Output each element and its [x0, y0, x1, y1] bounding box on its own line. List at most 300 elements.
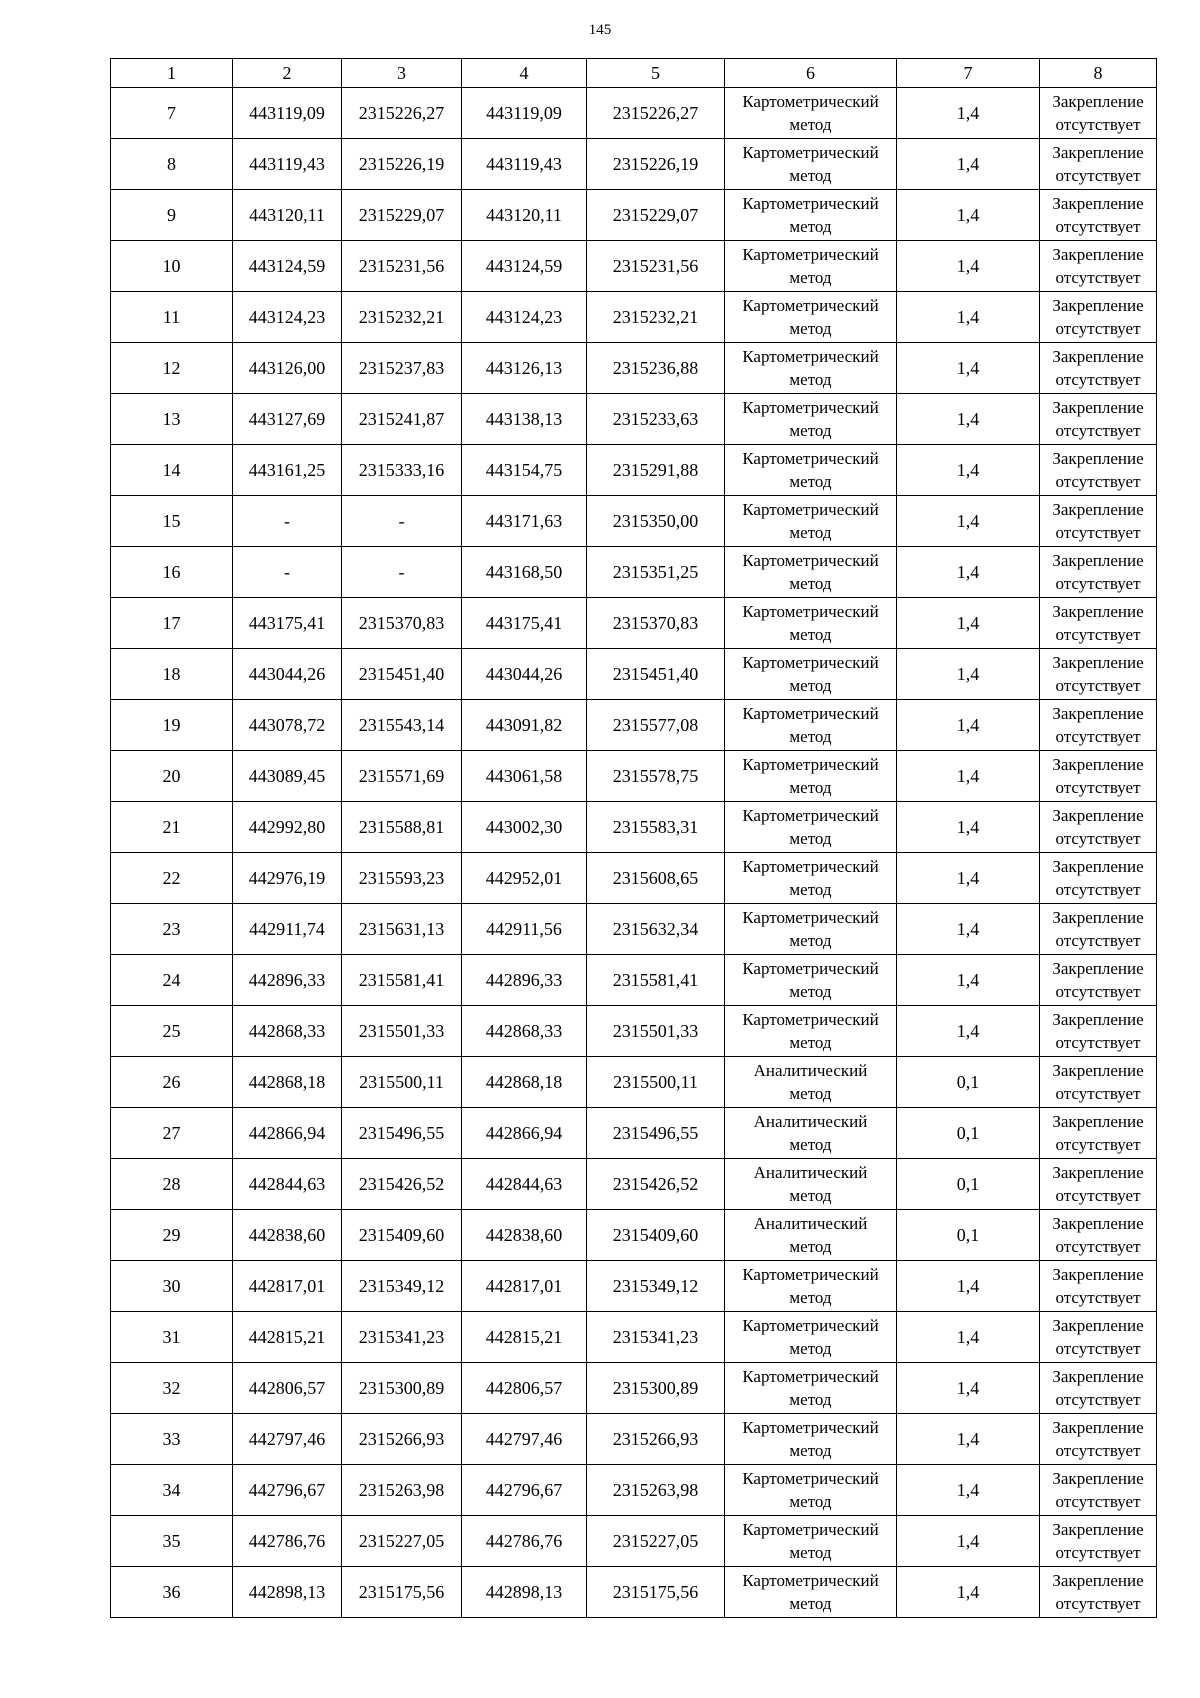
table-row — [111, 445, 1157, 496]
refined-y-cell: 2315583,31 — [587, 802, 725, 853]
table-row — [111, 1210, 1157, 1261]
refined-x-cell: 443124,23 — [462, 292, 587, 343]
method-line-1: Картометрический — [742, 245, 879, 264]
method-line-2: метод — [789, 778, 832, 797]
accuracy-cell: 1,4 — [897, 700, 1040, 751]
method-cell — [725, 1465, 897, 1516]
accuracy-cell: 1,4 — [897, 1567, 1040, 1618]
fixation-cell — [1040, 496, 1157, 547]
method-line-2: метод — [789, 1441, 832, 1460]
column-header-5: 5 — [587, 59, 725, 88]
table-row — [111, 1516, 1157, 1567]
method-line-2: метод — [789, 982, 832, 1001]
method-cell — [725, 1567, 897, 1618]
method-line-1: Картометрический — [742, 194, 879, 213]
table-row — [111, 1312, 1157, 1363]
method-cell — [725, 445, 897, 496]
fixation-line-2: отсутствует — [1055, 1390, 1141, 1409]
point-number-cell: 29 — [111, 1210, 233, 1261]
table-row — [111, 496, 1157, 547]
refined-y-cell: 2315581,41 — [587, 955, 725, 1006]
fixation-cell — [1040, 904, 1157, 955]
accuracy-cell: 1,4 — [897, 751, 1040, 802]
refined-x-cell: 442844,63 — [462, 1159, 587, 1210]
fixation-line-1: Закрепление — [1052, 857, 1144, 876]
fixation-cell — [1040, 139, 1157, 190]
method-cell — [725, 700, 897, 751]
method-line-1: Картометрический — [742, 92, 879, 111]
refined-x-cell: 442817,01 — [462, 1261, 587, 1312]
fixation-line-2: отсутствует — [1055, 166, 1141, 185]
accuracy-cell: 1,4 — [897, 547, 1040, 598]
table-row — [111, 751, 1157, 802]
refined-y-cell: 2315426,52 — [587, 1159, 725, 1210]
existing-y-cell: 2315341,23 — [342, 1312, 462, 1363]
existing-x-cell: 442911,74 — [233, 904, 342, 955]
method-line-1: Картометрический — [742, 704, 879, 723]
fixation-line-2: отсутствует — [1055, 268, 1141, 287]
existing-y-cell: 2315231,56 — [342, 241, 462, 292]
existing-y-cell: 2315409,60 — [342, 1210, 462, 1261]
refined-y-cell: 2315496,55 — [587, 1108, 725, 1159]
refined-y-cell: 2315341,23 — [587, 1312, 725, 1363]
table-row — [111, 241, 1157, 292]
existing-x-cell: 442868,33 — [233, 1006, 342, 1057]
method-line-2: метод — [789, 1033, 832, 1052]
existing-y-cell: 2315227,05 — [342, 1516, 462, 1567]
table-row — [111, 1006, 1157, 1057]
fixation-line-1: Закрепление — [1052, 1316, 1144, 1335]
table-row — [111, 88, 1157, 139]
refined-y-cell: 2315500,11 — [587, 1057, 725, 1108]
fixation-cell — [1040, 649, 1157, 700]
fixation-line-2: отсутствует — [1055, 676, 1141, 695]
existing-x-cell: 442896,33 — [233, 955, 342, 1006]
method-cell — [725, 292, 897, 343]
fixation-line-2: отсутствует — [1055, 1237, 1141, 1256]
coordinates-table — [110, 58, 1157, 1618]
existing-y-cell: 2315496,55 — [342, 1108, 462, 1159]
method-line-1: Картометрический — [742, 398, 879, 417]
table-row — [111, 1261, 1157, 1312]
point-number-cell: 15 — [111, 496, 233, 547]
method-line-2: метод — [789, 829, 832, 848]
table-row — [111, 343, 1157, 394]
method-cell — [725, 343, 897, 394]
refined-y-cell: 2315608,65 — [587, 853, 725, 904]
method-line-1: Картометрический — [742, 755, 879, 774]
fixation-line-2: отсутствует — [1055, 931, 1141, 950]
method-line-2: метод — [789, 472, 832, 491]
refined-y-cell: 2315175,56 — [587, 1567, 725, 1618]
point-number-cell: 36 — [111, 1567, 233, 1618]
accuracy-cell: 1,4 — [897, 598, 1040, 649]
existing-x-cell: 442838,60 — [233, 1210, 342, 1261]
fixation-line-1: Закрепление — [1052, 92, 1144, 111]
refined-x-cell: 442868,33 — [462, 1006, 587, 1057]
table-row — [111, 955, 1157, 1006]
fixation-line-1: Закрепление — [1052, 1061, 1144, 1080]
refined-x-cell: 443171,63 — [462, 496, 587, 547]
point-number-cell: 25 — [111, 1006, 233, 1057]
method-line-2: метод — [789, 574, 832, 593]
accuracy-cell: 1,4 — [897, 649, 1040, 700]
accuracy-cell: 1,4 — [897, 139, 1040, 190]
fixation-cell — [1040, 1567, 1157, 1618]
method-cell — [725, 88, 897, 139]
existing-y-cell: 2315571,69 — [342, 751, 462, 802]
fixation-line-2: отсутствует — [1055, 829, 1141, 848]
refined-x-cell: 442815,21 — [462, 1312, 587, 1363]
method-line-2: метод — [789, 1288, 832, 1307]
accuracy-cell: 1,4 — [897, 1516, 1040, 1567]
method-cell — [725, 496, 897, 547]
method-line-1: Картометрический — [742, 959, 879, 978]
existing-y-cell: 2315333,16 — [342, 445, 462, 496]
existing-x-cell: 442898,13 — [233, 1567, 342, 1618]
fixation-line-2: отсутствует — [1055, 115, 1141, 134]
point-number-cell: 30 — [111, 1261, 233, 1312]
fixation-cell — [1040, 1261, 1157, 1312]
accuracy-cell: 0,1 — [897, 1159, 1040, 1210]
fixation-line-2: отсутствует — [1055, 1441, 1141, 1460]
method-line-2: метод — [789, 319, 832, 338]
point-number-cell: 31 — [111, 1312, 233, 1363]
accuracy-cell: 0,1 — [897, 1210, 1040, 1261]
accuracy-cell: 1,4 — [897, 343, 1040, 394]
point-number-cell: 35 — [111, 1516, 233, 1567]
fixation-cell — [1040, 1414, 1157, 1465]
fixation-line-2: отсутствует — [1055, 319, 1141, 338]
refined-y-cell: 2315233,63 — [587, 394, 725, 445]
method-line-1: Аналитический — [753, 1163, 868, 1182]
existing-y-cell: - — [342, 496, 462, 547]
table-row — [111, 1057, 1157, 1108]
accuracy-cell: 1,4 — [897, 1312, 1040, 1363]
method-line-2: метод — [789, 421, 832, 440]
method-line-1: Картометрический — [742, 1469, 879, 1488]
refined-x-cell: 442797,46 — [462, 1414, 587, 1465]
method-cell — [725, 1210, 897, 1261]
fixation-line-1: Закрепление — [1052, 959, 1144, 978]
refined-x-cell: 443175,41 — [462, 598, 587, 649]
fixation-line-2: отсутствует — [1055, 421, 1141, 440]
point-number-cell: 10 — [111, 241, 233, 292]
refined-y-cell: 2315577,08 — [587, 700, 725, 751]
method-line-1: Картометрический — [742, 449, 879, 468]
fixation-line-1: Закрепление — [1052, 245, 1144, 264]
existing-y-cell: 2315349,12 — [342, 1261, 462, 1312]
method-line-1: Картометрический — [742, 1367, 879, 1386]
table-row — [111, 190, 1157, 241]
fixation-line-2: отсутствует — [1055, 1135, 1141, 1154]
method-cell — [725, 1414, 897, 1465]
method-cell — [725, 1057, 897, 1108]
method-cell — [725, 241, 897, 292]
accuracy-cell: 1,4 — [897, 1363, 1040, 1414]
table-row — [111, 802, 1157, 853]
method-line-1: Картометрический — [742, 1520, 879, 1539]
existing-x-cell: 443119,09 — [233, 88, 342, 139]
table-row — [111, 1567, 1157, 1618]
method-line-2: метод — [789, 625, 832, 644]
fixation-line-2: отсутствует — [1055, 982, 1141, 1001]
accuracy-cell: 1,4 — [897, 190, 1040, 241]
existing-x-cell: 442806,57 — [233, 1363, 342, 1414]
point-number-cell: 32 — [111, 1363, 233, 1414]
existing-x-cell: 442976,19 — [233, 853, 342, 904]
column-header-1: 1 — [111, 59, 233, 88]
existing-x-cell: 443089,45 — [233, 751, 342, 802]
refined-y-cell: 2315266,93 — [587, 1414, 725, 1465]
fixation-line-1: Закрепление — [1052, 296, 1144, 315]
fixation-line-2: отсутствует — [1055, 727, 1141, 746]
fixation-cell — [1040, 343, 1157, 394]
refined-x-cell: 443120,11 — [462, 190, 587, 241]
point-number-cell: 12 — [111, 343, 233, 394]
method-line-2: метод — [789, 1339, 832, 1358]
accuracy-cell: 1,4 — [897, 802, 1040, 853]
fixation-cell — [1040, 1108, 1157, 1159]
existing-y-cell: 2315588,81 — [342, 802, 462, 853]
fixation-cell — [1040, 802, 1157, 853]
method-line-2: метод — [789, 1543, 832, 1562]
refined-x-cell: 443154,75 — [462, 445, 587, 496]
point-number-cell: 18 — [111, 649, 233, 700]
accuracy-cell: 1,4 — [897, 904, 1040, 955]
existing-x-cell: 442866,94 — [233, 1108, 342, 1159]
fixation-line-1: Закрепление — [1052, 143, 1144, 162]
existing-x-cell: 443161,25 — [233, 445, 342, 496]
method-line-2: метод — [789, 1135, 832, 1154]
fixation-line-1: Закрепление — [1052, 806, 1144, 825]
point-number-cell: 33 — [111, 1414, 233, 1465]
fixation-cell — [1040, 445, 1157, 496]
fixation-line-1: Закрепление — [1052, 1265, 1144, 1284]
method-line-2: метод — [789, 268, 832, 287]
method-line-1: Картометрический — [742, 806, 879, 825]
refined-x-cell: 442898,13 — [462, 1567, 587, 1618]
refined-y-cell: 2315351,25 — [587, 547, 725, 598]
method-cell — [725, 139, 897, 190]
method-line-1: Картометрический — [742, 296, 879, 315]
refined-y-cell: 2315300,89 — [587, 1363, 725, 1414]
fixation-cell — [1040, 700, 1157, 751]
fixation-line-1: Закрепление — [1052, 1367, 1144, 1386]
refined-x-cell: 443091,82 — [462, 700, 587, 751]
fixation-line-2: отсутствует — [1055, 1594, 1141, 1613]
refined-y-cell: 2315350,00 — [587, 496, 725, 547]
existing-y-cell: 2315501,33 — [342, 1006, 462, 1057]
fixation-line-1: Закрепление — [1052, 908, 1144, 927]
refined-x-cell: 443138,13 — [462, 394, 587, 445]
point-number-cell: 7 — [111, 88, 233, 139]
refined-x-cell: 442896,33 — [462, 955, 587, 1006]
fixation-line-2: отсутствует — [1055, 523, 1141, 542]
page-number: 145 — [588, 22, 612, 38]
existing-x-cell: 443127,69 — [233, 394, 342, 445]
fixation-line-1: Закрепление — [1052, 1163, 1144, 1182]
fixation-line-1: Закрепление — [1052, 500, 1144, 519]
existing-x-cell: 442786,76 — [233, 1516, 342, 1567]
point-number-cell: 28 — [111, 1159, 233, 1210]
existing-x-cell: 443120,11 — [233, 190, 342, 241]
accuracy-cell: 1,4 — [897, 445, 1040, 496]
refined-x-cell: 443119,43 — [462, 139, 587, 190]
refined-y-cell: 2315231,56 — [587, 241, 725, 292]
table-row — [111, 1465, 1157, 1516]
fixation-line-1: Закрепление — [1052, 1214, 1144, 1233]
method-cell — [725, 1108, 897, 1159]
fixation-line-2: отсутствует — [1055, 574, 1141, 593]
table-row — [111, 853, 1157, 904]
existing-y-cell: - — [342, 547, 462, 598]
existing-x-cell: 442815,21 — [233, 1312, 342, 1363]
point-number-cell: 26 — [111, 1057, 233, 1108]
fixation-line-2: отсутствует — [1055, 1186, 1141, 1205]
existing-y-cell: 2315543,14 — [342, 700, 462, 751]
refined-y-cell: 2315409,60 — [587, 1210, 725, 1261]
refined-y-cell: 2315578,75 — [587, 751, 725, 802]
method-line-1: Картометрический — [742, 857, 879, 876]
refined-y-cell: 2315451,40 — [587, 649, 725, 700]
fixation-line-2: отсутствует — [1055, 1084, 1141, 1103]
accuracy-cell: 1,4 — [897, 241, 1040, 292]
refined-x-cell: 443168,50 — [462, 547, 587, 598]
refined-x-cell: 442806,57 — [462, 1363, 587, 1414]
refined-y-cell: 2315501,33 — [587, 1006, 725, 1057]
method-cell — [725, 853, 897, 904]
refined-x-cell: 442866,94 — [462, 1108, 587, 1159]
fixation-line-2: отсутствует — [1055, 1492, 1141, 1511]
fixation-line-1: Закрепление — [1052, 1520, 1144, 1539]
method-cell — [725, 1516, 897, 1567]
existing-y-cell: 2315426,52 — [342, 1159, 462, 1210]
table-row — [111, 598, 1157, 649]
method-cell — [725, 955, 897, 1006]
accuracy-cell: 1,4 — [897, 1261, 1040, 1312]
fixation-cell — [1040, 853, 1157, 904]
fixation-line-2: отсутствует — [1055, 217, 1141, 236]
header-row — [111, 59, 1157, 88]
fixation-line-1: Закрепление — [1052, 551, 1144, 570]
column-header-4: 4 — [462, 59, 587, 88]
fixation-cell — [1040, 241, 1157, 292]
method-cell — [725, 547, 897, 598]
table-row — [111, 394, 1157, 445]
method-cell — [725, 394, 897, 445]
method-line-2: метод — [789, 1390, 832, 1409]
point-number-cell: 14 — [111, 445, 233, 496]
table-row — [111, 139, 1157, 190]
method-line-2: метод — [789, 1186, 832, 1205]
method-line-2: метод — [789, 166, 832, 185]
existing-y-cell: 2315226,19 — [342, 139, 462, 190]
method-line-1: Картометрический — [742, 653, 879, 672]
existing-x-cell: 443044,26 — [233, 649, 342, 700]
existing-x-cell: 442817,01 — [233, 1261, 342, 1312]
refined-x-cell: 442911,56 — [462, 904, 587, 955]
method-line-2: метод — [789, 1492, 832, 1511]
refined-x-cell: 443044,26 — [462, 649, 587, 700]
fixation-cell — [1040, 1363, 1157, 1414]
method-line-1: Картометрический — [742, 908, 879, 927]
refined-x-cell: 443061,58 — [462, 751, 587, 802]
fixation-cell — [1040, 598, 1157, 649]
column-header-7: 7 — [897, 59, 1040, 88]
method-line-2: метод — [789, 217, 832, 236]
refined-y-cell: 2315370,83 — [587, 598, 725, 649]
method-line-1: Аналитический — [753, 1112, 868, 1131]
refined-y-cell: 2315226,27 — [587, 88, 725, 139]
fixation-line-2: отсутствует — [1055, 1033, 1141, 1052]
method-cell — [725, 904, 897, 955]
method-line-2: метод — [789, 676, 832, 695]
existing-x-cell: 443124,23 — [233, 292, 342, 343]
fixation-line-2: отсутствует — [1055, 1288, 1141, 1307]
method-line-2: метод — [789, 727, 832, 746]
fixation-line-1: Закрепление — [1052, 347, 1144, 366]
method-line-1: Аналитический — [753, 1214, 868, 1233]
refined-x-cell: 443119,09 — [462, 88, 587, 139]
point-number-cell: 19 — [111, 700, 233, 751]
fixation-line-1: Закрепление — [1052, 1469, 1144, 1488]
method-cell — [725, 1159, 897, 1210]
fixation-line-2: отсутствует — [1055, 625, 1141, 644]
fixation-line-1: Закрепление — [1052, 1418, 1144, 1437]
method-line-1: Картометрический — [742, 1571, 879, 1590]
point-number-cell: 13 — [111, 394, 233, 445]
existing-y-cell: 2315593,23 — [342, 853, 462, 904]
method-cell — [725, 1261, 897, 1312]
point-number-cell: 8 — [111, 139, 233, 190]
existing-x-cell: 442796,67 — [233, 1465, 342, 1516]
fixation-line-2: отсутствует — [1055, 880, 1141, 899]
method-cell — [725, 190, 897, 241]
fixation-cell — [1040, 1312, 1157, 1363]
point-number-cell: 21 — [111, 802, 233, 853]
refined-x-cell: 443126,13 — [462, 343, 587, 394]
refined-y-cell: 2315236,88 — [587, 343, 725, 394]
point-number-cell: 9 — [111, 190, 233, 241]
refined-x-cell: 443002,30 — [462, 802, 587, 853]
existing-y-cell: 2315232,21 — [342, 292, 462, 343]
fixation-cell — [1040, 1006, 1157, 1057]
method-line-1: Аналитический — [753, 1061, 868, 1080]
refined-y-cell: 2315227,05 — [587, 1516, 725, 1567]
fixation-line-1: Закрепление — [1052, 1571, 1144, 1590]
existing-y-cell: 2315175,56 — [342, 1567, 462, 1618]
method-cell — [725, 1312, 897, 1363]
refined-y-cell: 2315632,34 — [587, 904, 725, 955]
method-line-1: Картометрический — [742, 1265, 879, 1284]
existing-x-cell: 442844,63 — [233, 1159, 342, 1210]
point-number-cell: 17 — [111, 598, 233, 649]
method-line-1: Картометрический — [742, 1316, 879, 1335]
refined-x-cell: 443124,59 — [462, 241, 587, 292]
accuracy-cell: 0,1 — [897, 1057, 1040, 1108]
point-number-cell: 27 — [111, 1108, 233, 1159]
method-line-1: Картометрический — [742, 1418, 879, 1437]
refined-y-cell: 2315232,21 — [587, 292, 725, 343]
table-row — [111, 700, 1157, 751]
existing-y-cell: 2315500,11 — [342, 1057, 462, 1108]
method-cell — [725, 802, 897, 853]
refined-x-cell: 442838,60 — [462, 1210, 587, 1261]
table-body — [111, 88, 1157, 1618]
method-cell — [725, 1363, 897, 1414]
existing-y-cell: 2315631,13 — [342, 904, 462, 955]
